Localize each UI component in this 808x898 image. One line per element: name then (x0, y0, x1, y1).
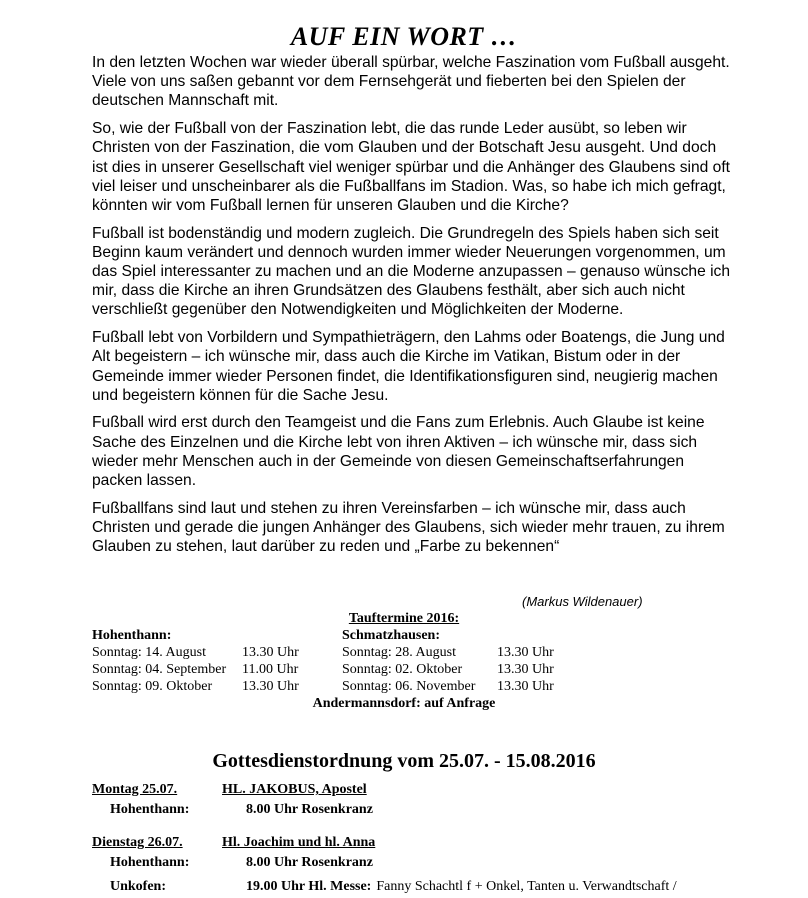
service-day (92, 781, 772, 818)
service-date: Montag 25.07. (92, 782, 178, 797)
tauftermine-row (342, 644, 554, 661)
tauftermine-time: 13.30 Uhr (242, 645, 299, 660)
tauftermine-row (92, 678, 299, 695)
article-paragraph: Fußballfans sind laut und stehen zu ihren Vereinsfarben – ich wünsche mir, dass auch Christen und gerade die jungen Anhänger des Glaubens, sich wieder mehr trauen, zu ihrem Glauben zu stehen, laut darüber zu reden und „Farbe zu bekennen“ (92, 499, 725, 556)
service-event: 8.00 Uhr Rosenkranz (246, 802, 373, 817)
service-place: Hohenthann: (110, 855, 190, 870)
article-paragraph: Fußball ist bodenständig und modern zugleich. Die Grundregeln des Spiels haben sich seit Beginn kaum verändert und dennoch wurden immer wieder Neuerungen vorgenommen, um das Spiel interessanter zu machen und an die Moderne anzupassen – genauso wünsche ich mir, dass die Kirche an ihren Grundsätzen des Glaubens festhält, aber sich auch nicht verschließt gegenüber den Notwendigkeiten und Möglichkeiten der Moderne. (92, 224, 731, 319)
tauftermine-date: Sonntag: 28. August (342, 645, 456, 660)
tauftermine-place: Schmatzhausen: (342, 628, 441, 643)
article-paragraph: Fußball lebt von Vorbildern und Sympathieträgern, den Lahms oder Boatengs, die Jung und Alt begeistern – ich wünsche mir, dass auch die Kirche im Vatikan, Bistum oder in der Gemeinde immer wieder Personen findet, die Identifikationsfiguren sind, neugierig machen und begeistern können für die Sache Jesu. (92, 329, 725, 404)
tauftermine-date: Sonntag: 04. September (92, 662, 227, 677)
tauftermine-date: Sonntag: 06. November (342, 679, 476, 694)
tauftermine-hohenthann (92, 627, 299, 695)
tauftermine-row (92, 644, 299, 661)
tauftermine-place: Hohenthann: (92, 628, 172, 643)
tauftermine-date: Sonntag: 14. August (92, 645, 206, 660)
service-event: 8.00 Uhr Rosenkranz (246, 855, 373, 870)
service-place: Unkofen: (110, 879, 167, 894)
tauftermine-row (92, 661, 299, 678)
service-event: 19.00 Uhr Hl. Messe: (246, 879, 372, 894)
tauftermine-schmatzhausen (342, 627, 554, 695)
service-date: Dienstag 26.07. (92, 835, 183, 850)
tauftermine-time: 13.30 Uhr (497, 662, 554, 677)
service-feast: HL. JAKOBUS, Apostel (222, 782, 367, 797)
tauftermine-time: 13.30 Uhr (497, 679, 554, 694)
tauftermine-row (342, 661, 554, 678)
service-entry (110, 801, 772, 818)
tauftermine-time: 13.30 Uhr (497, 645, 554, 660)
tauftermine-date: Sonntag: 02. Oktober (342, 662, 463, 677)
article-paragraph: So, wie der Fußball von der Faszination lebt, die das runde Leder ausübt, so leben wir Christen von der Faszination, die vom Glauben und der Botschaft Jesu ausgeht. Und doch ist dies in unserer Gesellschaft viel weniger spürbar und die Anhänger des Glaubens sind oft viel leiser und unscheinbarer als die Fußballfans im Stadion. Was, so habe ich mich gefragt, könnten wir vom Fußball lernen für unseren Glauben und die Kirche? (92, 120, 730, 214)
service-day-header (92, 781, 772, 798)
article-title: AUF EIN WORT … (290, 22, 518, 51)
tauftermine-row (342, 678, 554, 695)
service-entry (110, 878, 772, 895)
tauftermine-time: 11.00 Uhr (242, 662, 299, 677)
service-intention: Fanny Schachtl f + Onkel, Tanten u. Verwandtschaft / (376, 879, 677, 894)
article-paragraph: In den letzten Wochen war wieder überall spürbar, welche Faszination vom Fußball ausgeht. Viele von uns saßen gebannt vor dem Fernsehgerät und fieberten bei den Spielen der deutschen Mannschaft mit. (92, 54, 730, 110)
gottesdienst-heading: Gottesdienstordnung vom 25.07. - 15.08.2016 (212, 750, 596, 772)
service-entry (110, 854, 772, 871)
tauftermine-date: Sonntag: 09. Oktober (92, 679, 213, 694)
article-signature: (Markus Wildenauer) (522, 594, 643, 609)
service-day (92, 834, 772, 895)
service-place: Hohenthann: (110, 802, 190, 817)
tauftermine-heading: Tauftermine 2016: (348, 611, 460, 626)
tauftermine-note: Andermannsdorf: auf Anfrage (312, 696, 496, 711)
service-feast: Hl. Joachim und hl. Anna (222, 835, 376, 850)
tauftermine-time: 13.30 Uhr (242, 679, 299, 694)
article-paragraph: Fußball wird erst durch den Teamgeist und die Fans zum Erlebnis. Auch Glaube ist keine Sache des Einzelnen und die Kirche lebt von ihren Aktiven – ich wünsche mir, dass sich wieder mehr Menschen auch in der Gemeinde von diesen Gemeinschaftserfahrungen packen lassen. (92, 414, 705, 490)
service-day-header (92, 834, 772, 851)
article-body (92, 53, 732, 565)
